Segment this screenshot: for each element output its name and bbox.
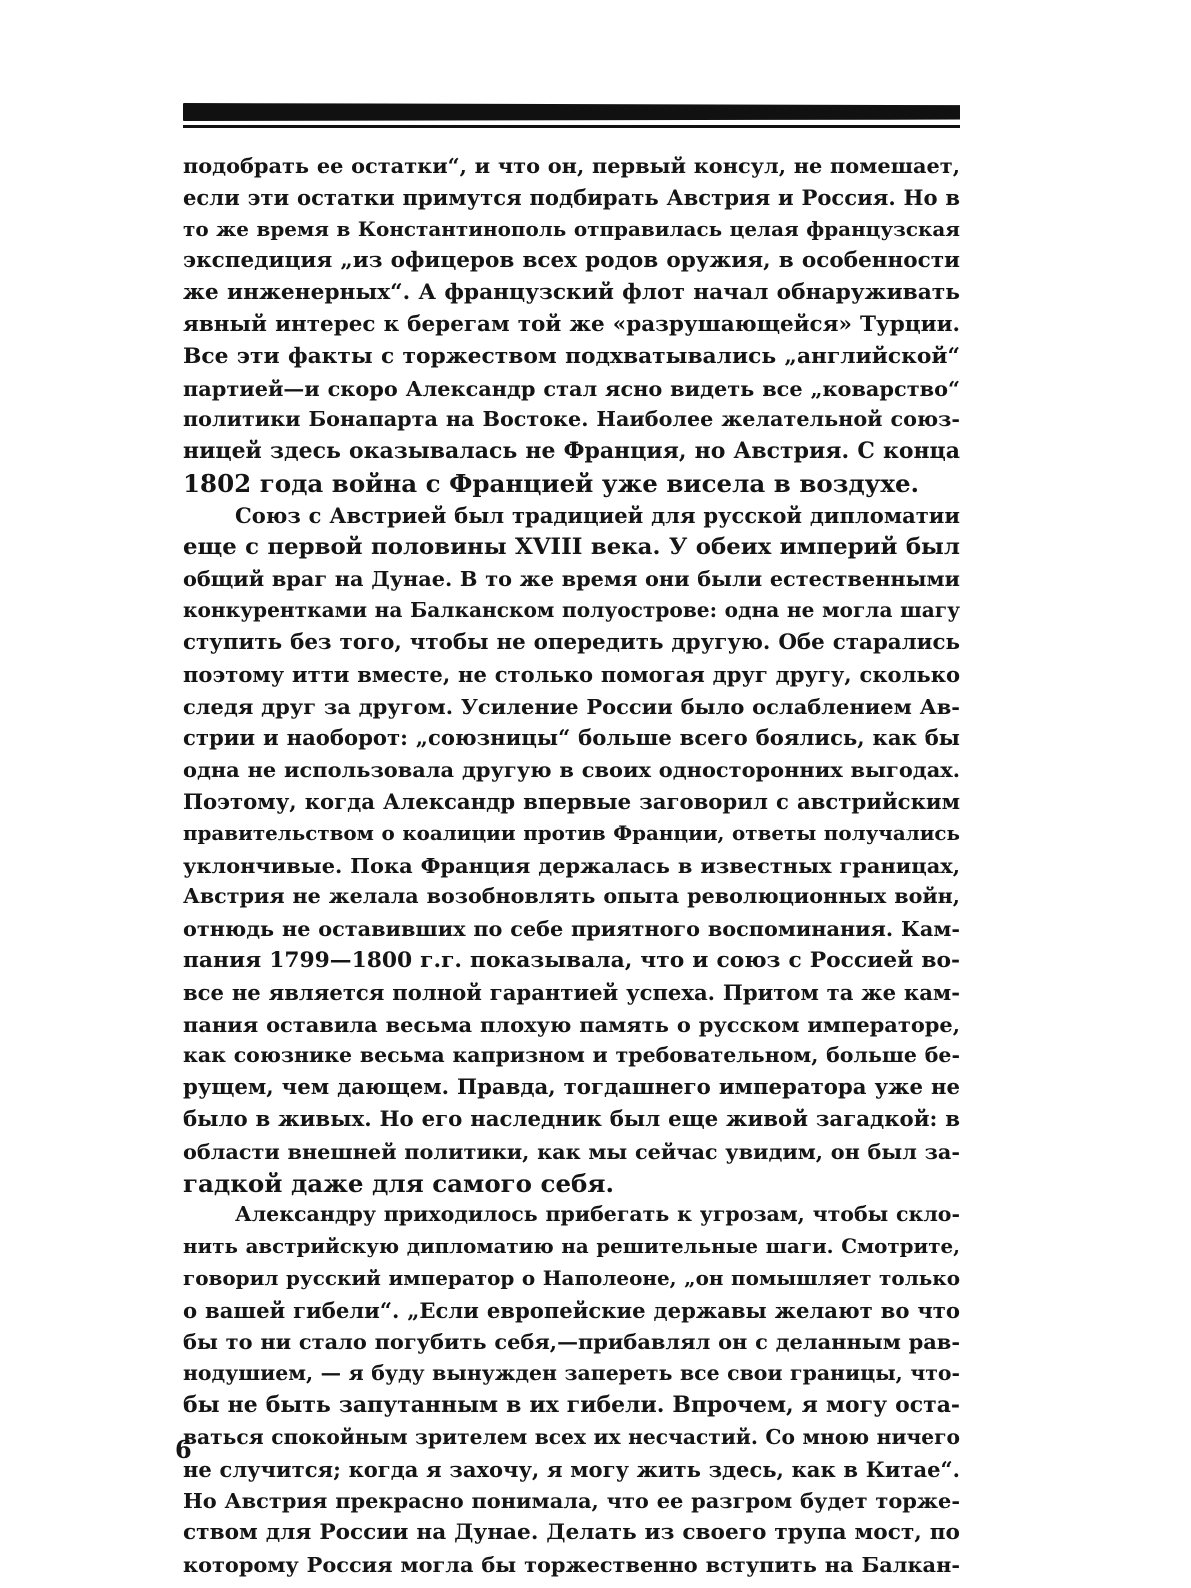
paragraph-3 — [183, 1199, 960, 1581]
header-rule — [183, 103, 960, 121]
text-line: ваться спокойным зрителем всех их несчастий. Со мною ничего — [183, 1424, 960, 1449]
text-line: 1802 года война с Францией уже висела в воздухе. — [183, 468, 920, 498]
text-line: ством для России на Дунае. Делать из своего трупа мост, по — [183, 1520, 960, 1546]
text-line: Союз с Австрией был традицией для русской дипломатии — [235, 502, 960, 528]
page-number: 6 — [175, 1435, 192, 1464]
text-line: ницей здесь оказывалась не Франция, но Австрия. С конца — [183, 438, 960, 465]
text-line: говорил русский император о Наполеоне, „он помышляет только — [183, 1265, 960, 1290]
text-line: области внешней политики, как мы сейчас увидим, он был за- — [183, 1138, 960, 1164]
text-line: еще с первой половины XVIII века. У обеих империй был — [183, 533, 960, 560]
text-line: конкурентками на Балканском полуострове: одна не могла шагу — [183, 598, 960, 623]
text-line: поэтому итти вместе, не столько помогая друг другу, сколько — [183, 661, 960, 687]
text-line: бы то ни стало погубить себя,—прибавлял он с деланным рав- — [183, 1329, 960, 1355]
text-line: все не является полной гарантией успеха. Притом та же кам- — [183, 979, 960, 1005]
text-line: уклончивые. Пока Франция держалась в известных границах, — [183, 852, 960, 878]
text-line: гадкой даже для самого себя. — [183, 1168, 615, 1198]
text-line: как союзнике весьма капризном и требовательном, больше бе- — [183, 1043, 960, 1068]
text-line: партией—и скоро Александр стал ясно видеть все „коварство“ — [183, 375, 960, 401]
text-line: то же время в Константинополь отправилась целая французская — [183, 216, 960, 241]
text-line: подобрать ее остатки“, и что он, первый консул, не помешает, — [183, 153, 960, 178]
text-line: стрии и наоборот: „союзницы“ больше всего боялись, как бы — [183, 725, 960, 751]
text-line: о вашей гибели“. „Если европейские державы желают во что — [183, 1297, 960, 1323]
text-line: Но Австрия прекрасно понимала, что ее разгром будет торже- — [183, 1488, 960, 1514]
text-line: Поэтому, когда Александр впервые заговорил с австрийским — [183, 788, 960, 814]
text-line: правительством о коалиции против Франции, ответы получались — [183, 820, 960, 845]
text-line: Австрия не желала возобновлять опыта революционных войн, — [183, 884, 960, 909]
text-line: рущем, чем дающем. Правда, тогдашнего императора уже не — [183, 1075, 960, 1101]
text-line: нодушием, — я буду вынужден запереть все свои границы, что- — [183, 1361, 960, 1386]
text-line: отнюдь не оставивших по себе приятного воспоминания. Кам- — [183, 916, 960, 942]
body-text — [183, 150, 960, 1581]
paragraph-2 — [183, 500, 960, 1200]
text-line: экспедиция „из офицеров всех родов оружия, в особенности — [183, 248, 960, 274]
text-line: Все эти факты с торжеством подхватывались „английской“ — [183, 343, 960, 369]
text-line: бы не быть запутанным в их гибели. Впрочем, я могу оста- — [183, 1392, 960, 1419]
text-line: ступить без того, чтобы не опередить другую. Обе старались — [183, 629, 960, 655]
text-line: явный интерес к берегам той же «разрушающейся» Турции. — [183, 311, 960, 337]
text-line: Александру приходилось прибегать к угрозам, чтобы скло- — [235, 1202, 960, 1227]
header-rule-thin — [183, 125, 960, 128]
text-line: нить австрийскую дипломатию на решительные шаги. Смотрите, — [183, 1234, 960, 1259]
paragraph-1 — [183, 150, 960, 500]
text-line: одна не использовала другую в своих односторонних выгодах. — [183, 757, 960, 783]
text-line: политики Бонапарта на Востоке. Наиболее желательной союз- — [183, 407, 960, 432]
text-line: общий враг на Дунае. В то же время они были естественными — [183, 566, 960, 592]
text-line: не случится; когда я захочу, я могу жить здесь, как в Китае“. — [183, 1456, 960, 1482]
text-line: пания 1799—1800 г.г. показывала, что и союз с Россией во- — [183, 947, 960, 973]
text-line: пания оставила весьма плохую память о русском императоре, — [183, 1011, 960, 1037]
text-line: следя друг за другом. Усиление России было ослаблением Ав- — [183, 693, 960, 719]
text-line: если эти остатки примутся подбирать Австрия и Россия. Но в — [183, 184, 960, 210]
text-line: которому Россия могла бы торжественно вступить на Балкан- — [183, 1552, 960, 1578]
text-line: было в живых. Но его наследник был еще живой загадкой: в — [183, 1106, 960, 1132]
text-line: же инженерных“. А французский флот начал обнаруживать — [183, 280, 960, 306]
